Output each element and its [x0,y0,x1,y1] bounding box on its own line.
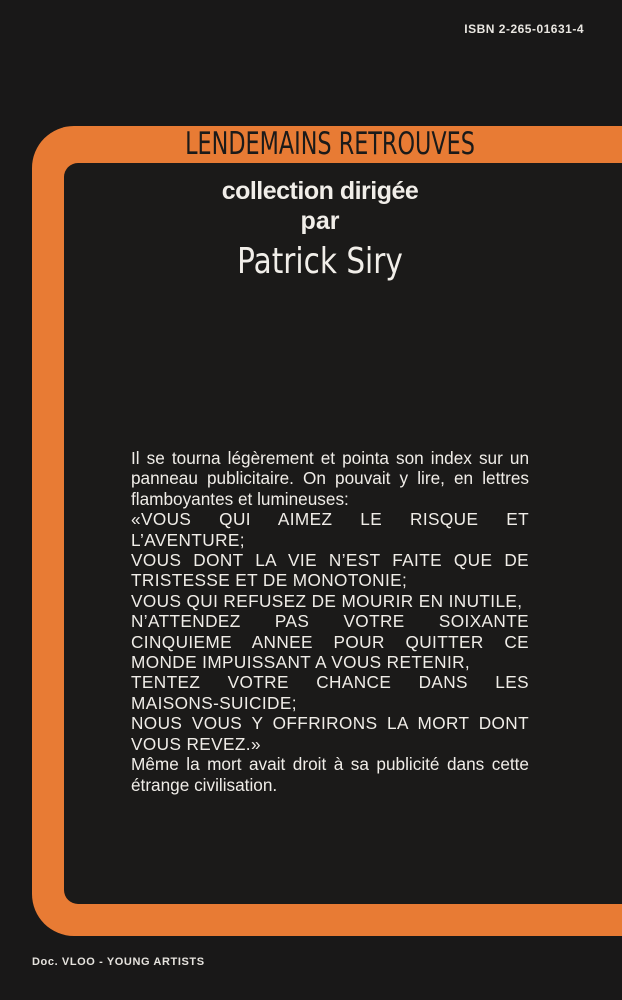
director-name: Patrick Siry [237,241,403,282]
excerpt-ad-line-5: TENTEZ VOTRE CHANCE DANS LES MAISONS-SUICIDE; [131,672,529,713]
series-title-band [90,126,570,163]
excerpt-ad-line-2: VOUS DONT LA VIE N’EST FAITE QUE DE TRISTESSE ET DE MONOTONIE; [131,550,529,591]
excerpt-ad-line-6: NOUS VOUS Y OFFRIRONS LA MORT DONT VOUS REVEZ.» [131,713,529,754]
excerpt-paragraph-1: Il se tourna légèrement et pointa son index sur un panneau publicitaire. On pouvait y lire, en lettres flamboyantes et lumineuses: [131,448,529,509]
illustration-credit: Doc. VLOO - YOUNG ARTISTS [32,956,205,968]
excerpt-ad-line-4: N’ATTENDEZ PAS VOTRE SOIXANTE CINQUIEME ANNEE POUR QUITTER CE MONDE IMPUISSANT A VOUS RETENIR, [131,611,529,673]
back-cover-excerpt [131,448,529,795]
collection-director [160,176,480,288]
excerpt-paragraph-final: Même la mort avait droit à sa publicité dans cette étrange civilisation. [131,754,529,795]
director-line-1: collection dirigée [221,177,419,205]
director-line-2: par [300,207,340,235]
excerpt-ad-line-3: VOUS QUI REFUSEZ DE MOURIR EN INUTILE, [131,590,523,611]
excerpt-ad-line-1: «VOUS QUI AIMEZ LE RISQUE ET L’AVENTURE; [131,509,529,550]
isbn-label: ISBN 2-265-01631-4 [464,22,584,36]
series-title: LENDEMAINS RETROUVES [185,126,475,162]
